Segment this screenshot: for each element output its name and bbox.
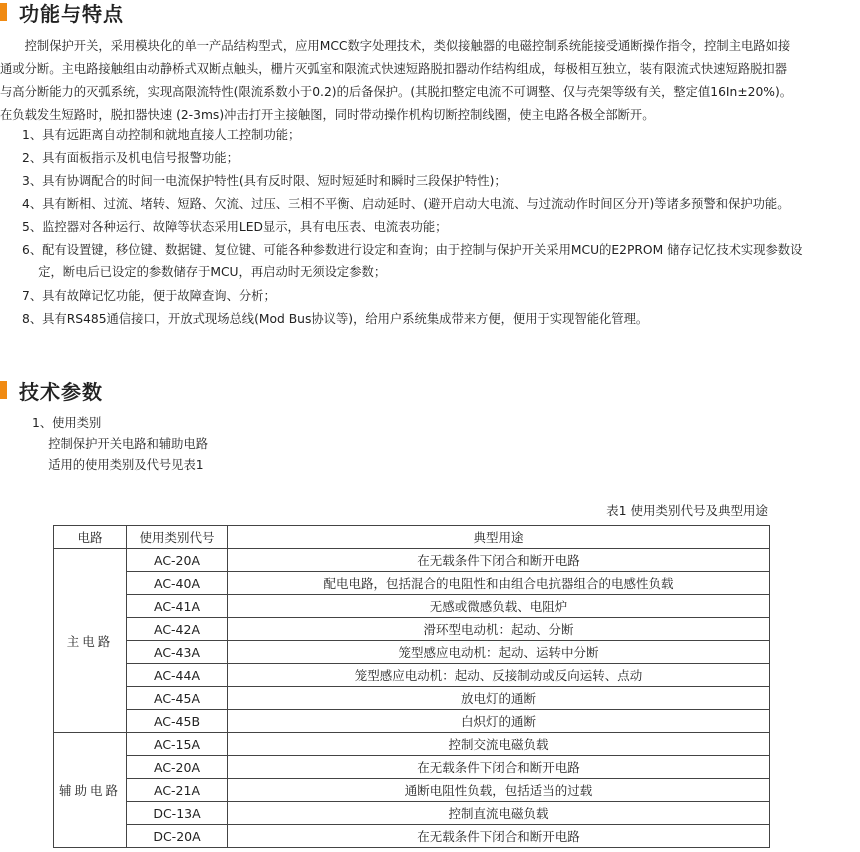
usage-cell: 笼型感应电动机：起动、运转中分断 [228, 641, 770, 664]
feature-item: 4、具有断相、过流、堵转、短路、欠流、过压、三相不平衡、启动延时、(避开启动大电流、与过流动作时间区分开)等诸多预警和保护功能。 [22, 197, 790, 211]
code-cell: AC-45A [127, 687, 228, 710]
feature-item: 3、具有协调配合的时间一电流保护特性(具有反时限、短时短延时和瞬时三段保护特性)； [22, 174, 507, 188]
code-cell: AC-42A [127, 618, 228, 641]
usage-cell: 笼型感应电动机：起动、反接制动或反向运转、点动 [228, 664, 770, 687]
code-cell: AC-20A [127, 756, 228, 779]
table-row [54, 595, 770, 618]
code-cell: AC-43A [127, 641, 228, 664]
code-cell: DC-20A [127, 825, 228, 848]
feature-item: 7、具有故障记忆功能，便于故障查询、分析； [22, 289, 276, 303]
feature-item: 8、具有RS485通信接口，开放式现场总线(Mod Bus协议等)，给用户系统集成带来方便，便用于实现智能化管理。 [22, 312, 649, 326]
usage-cell: 配电电路，包括混合的电阻性和由组合电抗器组合的电感性负载 [228, 572, 770, 595]
header-usage: 典型用途 [228, 526, 770, 549]
usage-cell: 无感或微感负载、电阻炉 [228, 595, 770, 618]
table-row [54, 802, 770, 825]
code-cell: AC-15A [127, 733, 228, 756]
usage-cell: 在无载条件下闭合和断开电路 [228, 825, 770, 848]
usage-cell: 滑环型电动机：起动、分断 [228, 618, 770, 641]
paragraph-line: 在负载发生短路时，脱扣器快速 (2-3ms)冲击打开主接触图，同时带动操作机构切断控制线圈，使主电路各极全部断开。 [0, 108, 655, 122]
feature-item: 2、具有面板指示及机电信号报警功能； [22, 151, 239, 165]
param-line: 控制保护开关电路和辅助电路 [32, 437, 209, 451]
feature-item: 6、配有设置键，移位键、数据键、复位键、可能各种参数进行设定和查询；由于控制与保护开关采用MCU的E2PROM 储存记忆技术实现参数设 [22, 243, 803, 257]
table-row [54, 687, 770, 710]
usage-cell: 控制直流电磁负载 [228, 802, 770, 825]
header-circuit: 电路 [54, 526, 127, 549]
table-row [54, 779, 770, 802]
table-row [54, 664, 770, 687]
usage-cell: 控制交流电磁负载 [228, 733, 770, 756]
circuit-cell: 辅助电路 [54, 733, 127, 848]
circuit-cell: 主电路 [54, 549, 127, 733]
usage-cell: 白炽灯的通断 [228, 710, 770, 733]
code-cell: DC-13A [127, 802, 228, 825]
paragraph-line: 通或分断。主电路接触组由动静桥式双断点触头，栅片灭弧室和限流式快速短路脱扣器动作结构组成，每极相互独立，装有限流式快速短路脱扣器 [0, 62, 788, 76]
paragraph-line: 与高分断能力的灭弧系统，实现高限流特性(限流系数小于0.2)的后备保护。(其脱扣整定电流不可调整、仅与壳架等级有关，整定值16In±20%)。 [0, 85, 793, 99]
table-row [54, 618, 770, 641]
feature-item: 1、具有远距离自动控制和就地直接人工控制功能； [22, 128, 301, 142]
section-heading-params [0, 379, 103, 404]
code-cell: AC-41A [127, 595, 228, 618]
feature-item: 5、监控器对各种运行、故障等状态采用LED显示，具有电压表、电流表功能； [22, 220, 448, 234]
usage-cell: 放电灯的通断 [228, 687, 770, 710]
code-cell: AC-45B [127, 710, 228, 733]
usage-category-table [53, 525, 770, 848]
paragraph-line: 控制保护开关，采用模块化的单一产品结构型式，应用MCC数字处理技术，类似接触器的电磁控制系统能接受通断操作指令，控制主电路如接 [0, 39, 791, 53]
param-line: 适用的使用类别及代号见表1 [32, 458, 204, 472]
code-cell: AC-44A [127, 664, 228, 687]
feature-item: 定，断电后已设定的参数储存于MCU，再启动时无须设定参数； [22, 265, 387, 279]
header-code: 使用类别代号 [127, 526, 228, 549]
usage-cell: 通断电阻性负载，包括适当的过载 [228, 779, 770, 802]
heading-marker [0, 381, 7, 399]
usage-cell: 在无载条件下闭合和断开电路 [228, 756, 770, 779]
table-caption: 表1 使用类别代号及典型用途 [606, 503, 768, 518]
table-row [54, 710, 770, 733]
table-row [54, 825, 770, 848]
param-line: 1、使用类别 [32, 416, 102, 430]
usage-cell: 在无载条件下闭合和断开电路 [228, 549, 770, 572]
table-row [54, 572, 770, 595]
heading-text: 功能与特点 [19, 1, 124, 26]
code-cell: AC-21A [127, 779, 228, 802]
heading-marker [0, 3, 7, 21]
table-row [54, 641, 770, 664]
table-row [54, 756, 770, 779]
table-row [54, 733, 770, 756]
table-row [54, 549, 770, 572]
heading-text: 技术参数 [19, 379, 103, 404]
code-cell: AC-40A [127, 572, 228, 595]
section-heading-features [0, 1, 124, 26]
code-cell: AC-20A [127, 549, 228, 572]
